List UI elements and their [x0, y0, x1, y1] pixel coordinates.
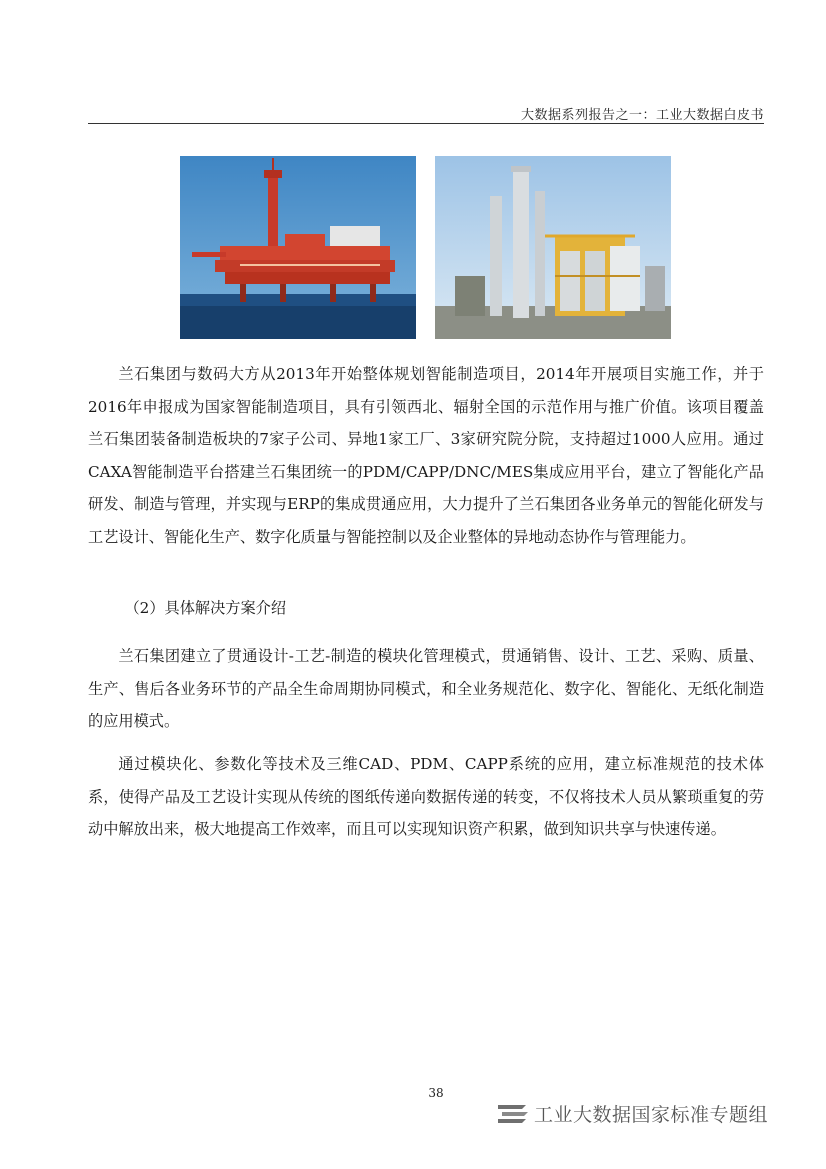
watermark-text: 工业大数据国家标准专题组: [534, 1104, 769, 1126]
paragraph-text: 通过模块化、参数化等技术及三维CAD、PDM、CAPP系统的应用，建立标准规范的技术体系，使得产品及工艺设计实现从传统的图纸传递向数据传递的转变，不仅将技术人员从繁琐重复的劳动中解放出来，极大地提高工作效率，而且可以实现知识资产积累，做到知识共享与快速传递。: [88, 755, 764, 838]
paragraph-technical-system: [88, 748, 764, 846]
paragraph-management-model: [88, 640, 764, 738]
header-divider: [88, 123, 764, 124]
paragraph-text: 兰石集团建立了贯通设计-工艺-制造的模块化管理模式，贯通销售、设计、工艺、采购、质量、生产、售后各业务环节的产品全生命周期协同模式，和全业务规范化、数字化、智能化、无纸化制造的应用模式。: [88, 647, 764, 730]
paragraph-project-overview: [88, 358, 764, 553]
paragraph-text: 兰石集团与数码大方从2013年开始整体规划智能制造项目，2014年开展项目实施工作，并于2016年申报成为国家智能制造项目，具有引领西北、辐射全国的示范作用与推广价值。该项目覆盖兰石集团装备制造板块的7家子公司、异地1家工厂、3家研究院分院，支持超过1000人应用。通过CAXA智能制造平台搭建兰石集团统一的PDM/CAPP/DNC/MES集成应用平台，建立了智能化产品研发、制造与管理，并实现与ERP的集成贯通应用，大力提升了兰石集团各业务单元的智能化研发与工艺设计、智能化生产、数字化质量与智能控制以及企业整体的异地动态协作与管理能力。: [88, 365, 764, 546]
books-logo-icon: [496, 1101, 530, 1127]
watermark: [496, 1100, 768, 1127]
subheading-text: （2）具体解决方案介绍: [124, 599, 287, 617]
section-subheading: [88, 592, 764, 625]
chemical-plant-photo: [435, 156, 671, 339]
running-header: 大数据系列报告之一：工业大数据白皮书: [520, 108, 764, 123]
offshore-platform-photo: [180, 156, 416, 339]
page-number: 38: [428, 1086, 444, 1100]
